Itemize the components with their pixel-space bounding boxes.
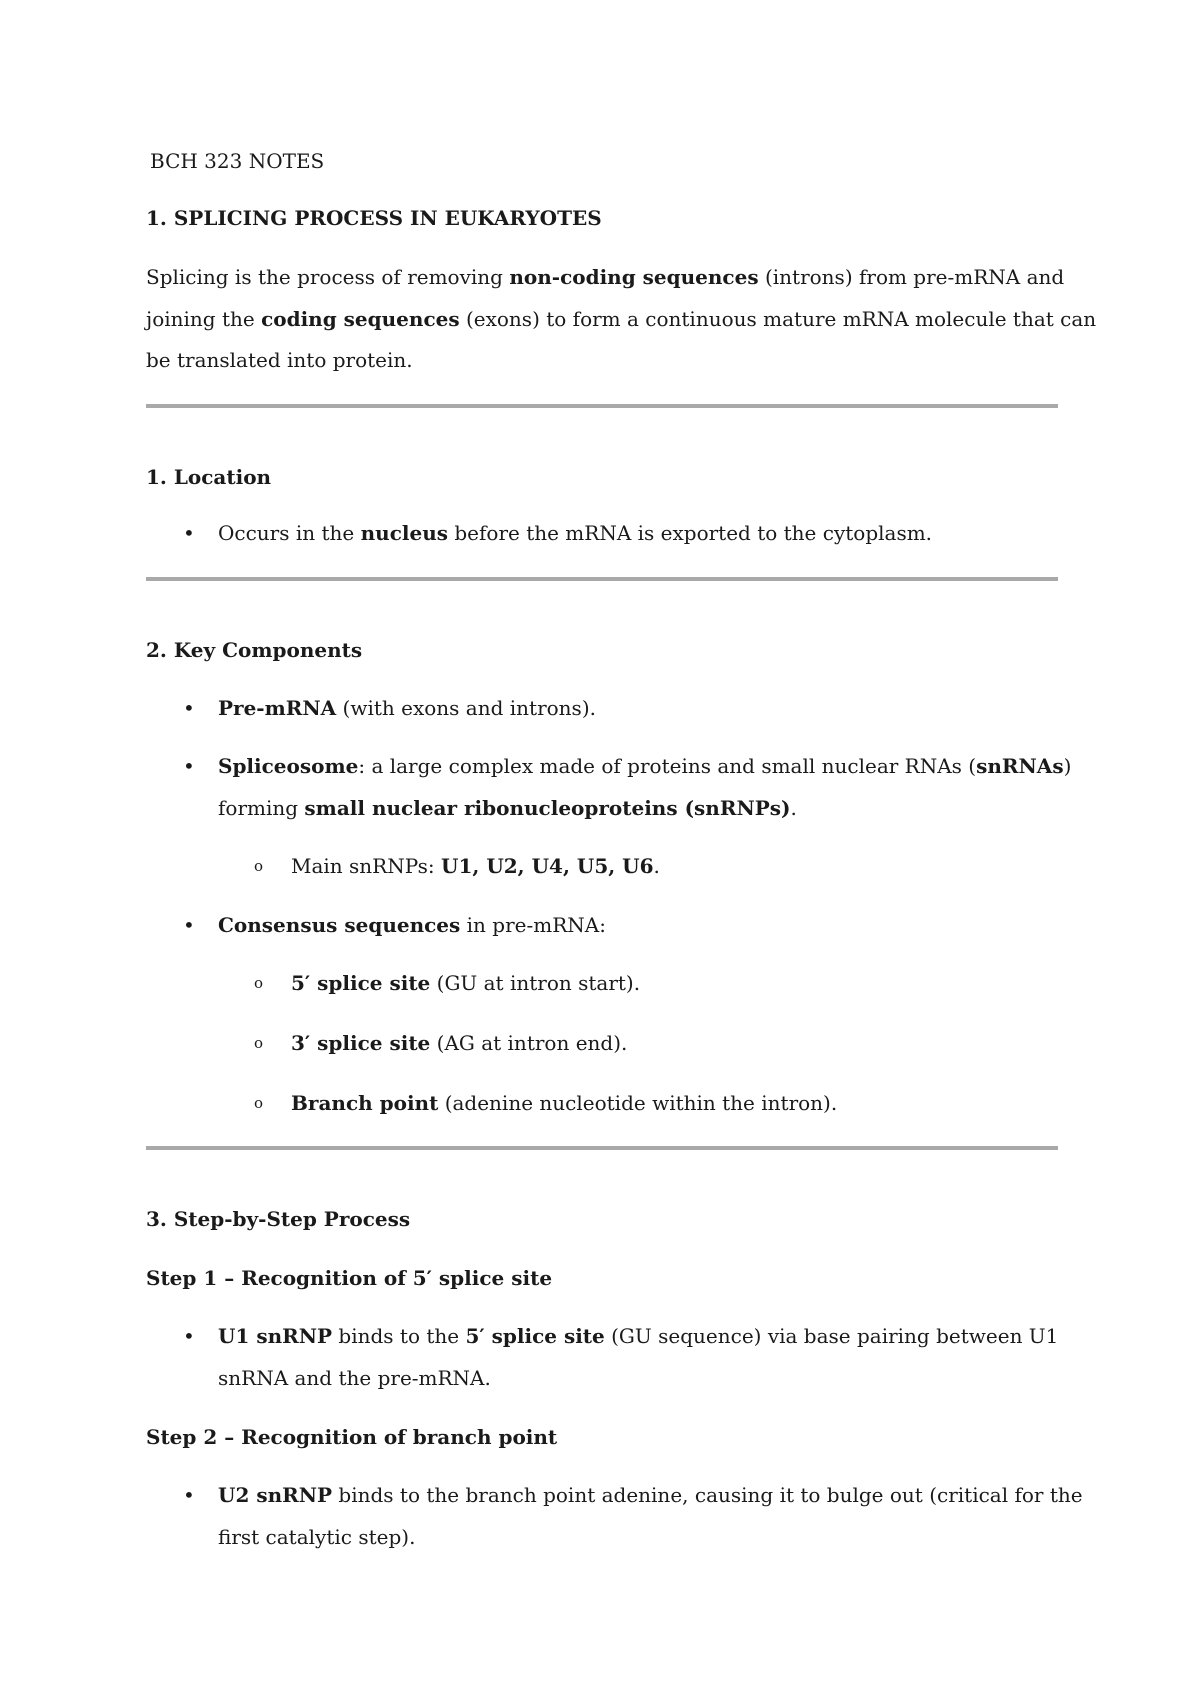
heading-text: 1. SPLICING PROCESS IN EUKARYOTES [146,206,602,230]
paragraph-line: be translated into protein. [146,348,413,372]
horizontal-rule [146,577,1058,581]
step-heading: Step 1 – Recognition of 5′ splice site [146,1266,553,1290]
section-heading: 2. Key Components [146,638,363,662]
horizontal-rule [146,1146,1058,1150]
bullet-icon: • [183,1324,195,1348]
bullet-icon: • [183,696,195,720]
bullet-text-continued: snRNA and the pre-mRNA. [218,1366,491,1390]
bullet-icon: • [183,521,195,545]
sub-bullet-text: Main snRNPs: U1, U2, U4, U5, U6. [291,854,660,878]
document-title: BCH 323 NOTES [150,149,325,173]
section-heading [146,203,1058,233]
bullet-icon: • [183,913,195,937]
sub-bullet-icon: o [254,974,264,992]
bullet-text-continued: forming small nuclear ribonucleoproteins (snRNPs). [218,796,797,820]
sub-bullet-text: Branch point (adenine nucleotide within the intron). [291,1091,838,1115]
sub-bullet-icon: o [254,857,264,875]
bullet-text: Consensus sequences in pre-mRNA: [218,913,606,937]
sub-bullet-text: 3′ splice site (AG at intron end). [291,1031,628,1055]
section-heading: 1. Location [146,465,272,489]
bullet-text-continued: first catalytic step). [218,1525,416,1549]
section-heading: 3. Step-by-Step Process [146,1207,411,1231]
bullet-icon: • [183,1483,195,1507]
paragraph-line: joining the coding sequences (exons) to form a continuous mature mRNA molecule that can [146,307,1097,331]
bullet-text: U2 snRNP binds to the branch point adenine, causing it to bulge out (critical for the [218,1483,1083,1507]
bullet-text: Occurs in the nucleus before the mRNA is exported to the cytoplasm. [218,521,933,545]
bullet-text: Pre-mRNA (with exons and introns). [218,696,596,720]
bullet-text: U1 snRNP binds to the 5′ splice site (GU sequence) via base pairing between U1 [218,1324,1059,1348]
bullet-text: Spliceosome: a large complex made of proteins and small nuclear RNAs (snRNAs) [218,754,1072,778]
sub-bullet-icon: o [254,1034,264,1052]
bullet-icon: • [183,754,195,778]
step-heading: Step 2 – Recognition of branch point [146,1425,558,1449]
sub-bullet-icon: o [254,1094,264,1112]
horizontal-rule [146,404,1058,408]
paragraph-line: Splicing is the process of removing non-coding sequences (introns) from pre-mRNA and [146,265,1065,289]
sub-bullet-text: 5′ splice site (GU at intron start). [291,971,641,995]
